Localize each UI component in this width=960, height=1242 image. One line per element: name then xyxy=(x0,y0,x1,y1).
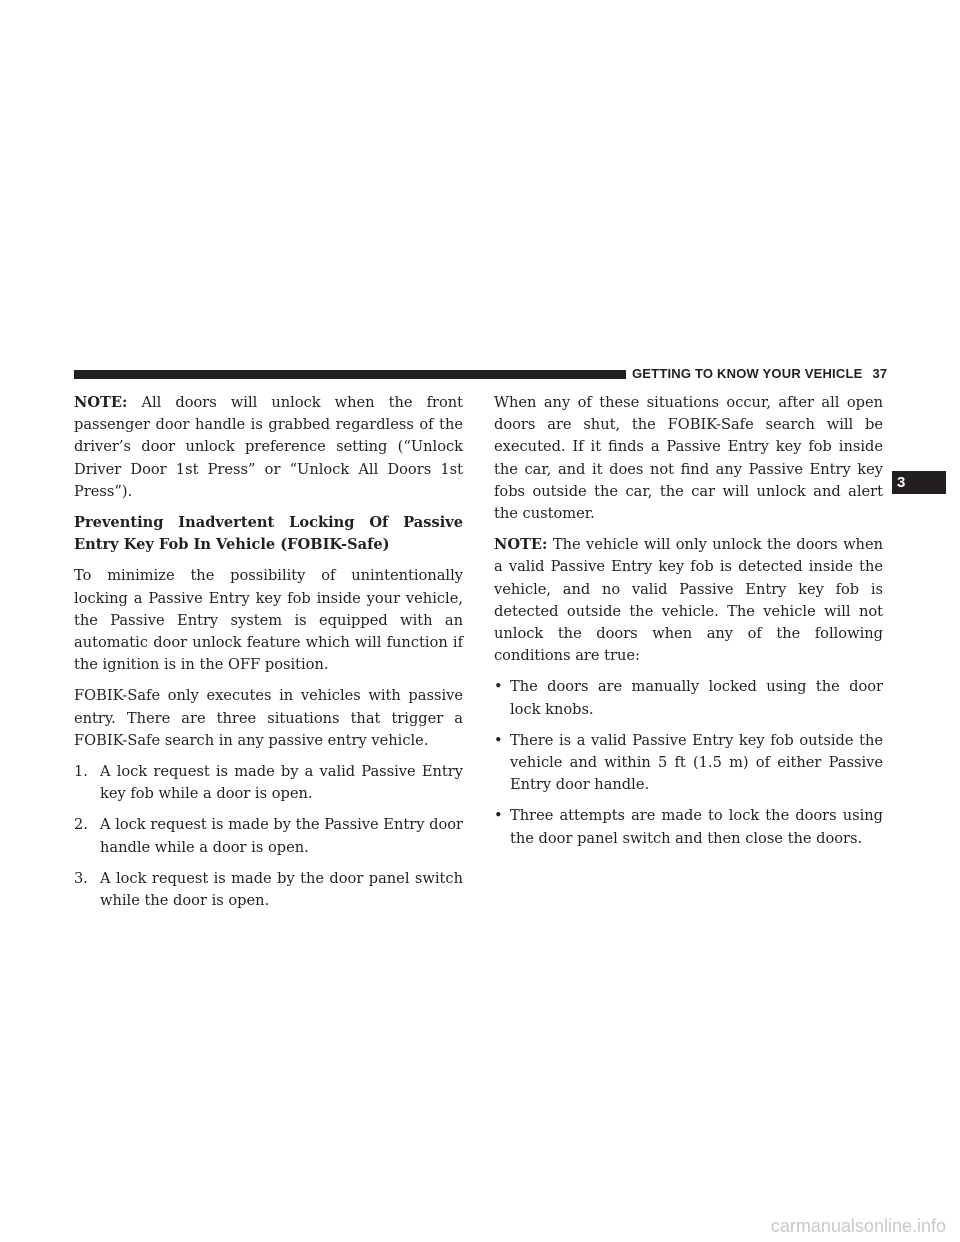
body-paragraph: To minimize the possibility of unintentionally locking a Passive Entry key fob inside your vehicle, the Passive Entry system is equipped with an automatic door unlock feature which will function if the ignition is in the OFF position. xyxy=(74,567,463,674)
section-title: GETTING TO KNOW YOUR VEHICLE xyxy=(632,366,863,381)
note-text: All doors will unlock when the front passenger door handle is grabbed regardless of the driver’s door unlock preference setting (“Unlock Driver Door 1st Press” or “Unlock All Doors 1st Press”). xyxy=(74,394,463,500)
page-number: 37 xyxy=(872,366,888,381)
list-number: 2. xyxy=(74,816,88,834)
bullet-icon: • xyxy=(494,678,503,696)
list-item-text: A lock request is made by a valid Passive Entry key fob while a door is open. xyxy=(100,763,463,803)
list-item xyxy=(74,761,463,805)
list-number: 3. xyxy=(74,869,88,887)
list-item-text: The doors are manually locked using the door lock knobs. xyxy=(510,678,883,718)
list-item-text: A lock request is made by the Passive Entry door handle while a door is open. xyxy=(100,816,463,856)
body-paragraph: FOBIK-Safe only executes in vehicles with passive entry. There are three situations that trigger a FOBIK-Safe search in any passive entry vehicle. xyxy=(74,687,463,749)
bullet-icon: • xyxy=(494,807,503,825)
note-text: The vehicle will only unlock the doors when a valid Passive Entry key fob is detected inside the vehicle, and no valid Passive Entry key fob is detected outside the vehicle. The vehicle will not unlock the doors when any of the following conditions are true: xyxy=(494,536,883,665)
bullet-icon: • xyxy=(494,731,503,749)
numbered-list xyxy=(74,761,463,912)
list-item-text: A lock request is made by the door panel switch while the door is open. xyxy=(100,869,463,910)
note-label: NOTE: xyxy=(74,394,128,411)
bullet-list xyxy=(494,676,883,849)
list-item xyxy=(494,730,883,797)
chapter-tab: 3 xyxy=(892,471,946,494)
list-item xyxy=(494,676,883,720)
list-item-text: There is a valid Passive Entry key fob outside the vehicle and within 5 ft (1.5 m) of either Passive Entry door handle. xyxy=(510,731,883,794)
right-column xyxy=(494,392,883,859)
note-paragraph xyxy=(494,534,883,667)
header-rule xyxy=(74,370,626,379)
list-item-text: Three attempts are made to lock the doors using the door panel switch and then close the doors. xyxy=(510,807,883,847)
watermark: carmanualsonline.info xyxy=(770,1216,946,1236)
list-item xyxy=(74,814,463,858)
left-column xyxy=(74,392,463,921)
body-paragraph: When any of these situations occur, after all open doors are shut, the FOBIK-Safe search will be executed. If it finds a Passive Entry key fob inside the car, and it does not find any Passive Entry key fobs outside the car, the car will unlock and alert the customer. xyxy=(494,394,883,523)
note-paragraph xyxy=(74,392,463,503)
section-heading: Preventing Inadvertent Locking Of Passive Entry Key Fob In Vehicle (FOBIK-Safe) xyxy=(74,514,463,554)
list-item xyxy=(74,868,463,912)
running-header xyxy=(632,366,887,381)
list-item xyxy=(494,805,883,849)
list-number: 1. xyxy=(74,763,88,781)
note-label: NOTE: xyxy=(494,536,548,554)
